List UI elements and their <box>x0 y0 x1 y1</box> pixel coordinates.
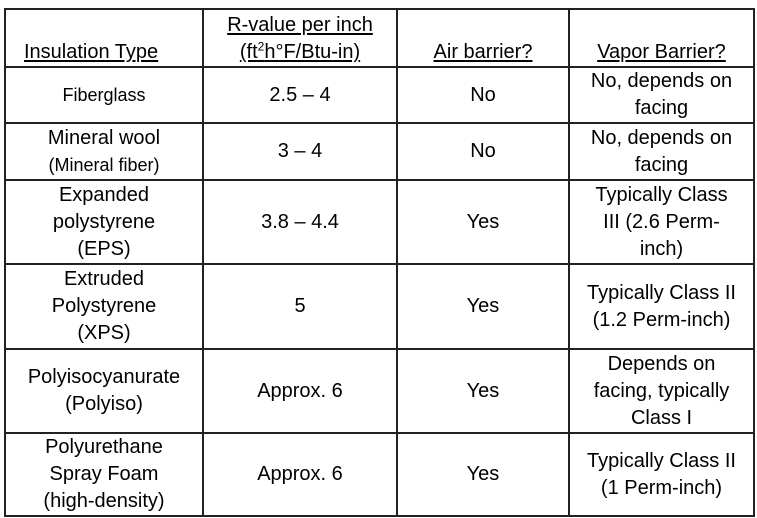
vapor-line: facing, typically <box>593 379 730 402</box>
cell-vapor-barrier <box>569 264 754 349</box>
table-row <box>5 264 754 349</box>
cell-vapor-barrier <box>569 180 754 264</box>
type-line: Fiberglass <box>62 84 146 105</box>
cell-air-barrier: Yes <box>397 433 569 516</box>
vapor-line: facing <box>634 153 689 176</box>
cell-insulation-type <box>5 349 203 433</box>
header-vapor-barrier <box>569 9 754 67</box>
cell-vapor-barrier <box>569 67 754 123</box>
header-vapor-barrier-label: Vapor Barrier? <box>597 41 726 63</box>
vapor-line: Depends on <box>607 352 716 375</box>
table-row <box>5 180 754 264</box>
cell-air-barrier: Yes <box>397 180 569 264</box>
type-line: (high-density) <box>43 490 165 512</box>
cell-air-barrier: Yes <box>397 264 569 349</box>
table-row <box>5 67 754 123</box>
cell-rvalue: 3.8 – 4.4 <box>203 180 397 264</box>
header-rvalue-line1: R-value per inch <box>227 14 373 36</box>
header-rvalue-unit-post: h°F/Btu-in) <box>264 41 361 63</box>
type-line: Expanded <box>58 183 150 206</box>
vapor-line: (1 Perm-inch) <box>600 476 723 499</box>
cell-insulation-type <box>5 67 203 123</box>
cell-insulation-type <box>5 123 203 180</box>
type-line: Spray Foam <box>49 463 159 485</box>
header-rvalue <box>203 9 397 67</box>
cell-rvalue: Approx. 6 <box>203 433 397 516</box>
cell-air-barrier: Yes <box>397 349 569 433</box>
cell-vapor-barrier <box>569 433 754 516</box>
header-row <box>5 9 754 67</box>
type-line: Polyisocyanurate <box>27 366 181 388</box>
table-row <box>5 349 754 433</box>
type-line: Mineral wool <box>47 126 161 149</box>
vapor-line: Typically Class II <box>587 281 736 304</box>
type-line: (XPS) <box>77 322 131 344</box>
header-insulation-type-label: Insulation Type <box>24 41 159 63</box>
cell-vapor-barrier <box>569 349 754 433</box>
cell-insulation-type <box>5 180 203 264</box>
cell-insulation-type <box>5 264 203 349</box>
vapor-line: (1.2 Perm-inch) <box>592 308 731 331</box>
table-row <box>5 123 754 180</box>
header-insulation-type <box>5 9 203 67</box>
type-line: Extruded <box>63 268 145 290</box>
cell-insulation-type <box>5 433 203 516</box>
cell-air-barrier: No <box>397 123 569 180</box>
vapor-line: facing <box>634 97 689 119</box>
type-line: Polystyrene <box>51 295 157 317</box>
header-air-barrier <box>397 9 569 67</box>
vapor-line: No, depends on <box>590 126 733 149</box>
cell-rvalue: Approx. 6 <box>203 349 397 433</box>
cell-rvalue: 2.5 – 4 <box>203 67 397 123</box>
type-line: (Mineral fiber) <box>48 154 160 175</box>
vapor-line: Typically Class <box>595 183 728 206</box>
header-rvalue-unit-sup: 2 <box>257 39 265 54</box>
cell-rvalue: 5 <box>203 264 397 349</box>
type-line: (EPS) <box>77 237 131 260</box>
type-line: polystyrene <box>52 210 156 233</box>
cell-rvalue: 3 – 4 <box>203 123 397 180</box>
vapor-line: III (2.6 Perm- <box>603 210 720 233</box>
header-rvalue-unit-pre: (ft <box>239 41 258 63</box>
cell-vapor-barrier <box>569 123 754 180</box>
vapor-line: inch) <box>639 237 684 260</box>
header-rvalue-line2 <box>240 41 360 63</box>
type-line: (Polyiso) <box>65 393 143 415</box>
vapor-line: No, depends on <box>590 70 733 92</box>
type-line: Polyurethane <box>45 436 163 458</box>
header-air-barrier-label: Air barrier? <box>433 41 533 63</box>
vapor-line: Typically Class II <box>587 449 736 472</box>
insulation-comparison-table <box>4 8 755 517</box>
cell-air-barrier: No <box>397 67 569 123</box>
table-row <box>5 433 754 516</box>
vapor-line: Class I <box>630 406 693 429</box>
